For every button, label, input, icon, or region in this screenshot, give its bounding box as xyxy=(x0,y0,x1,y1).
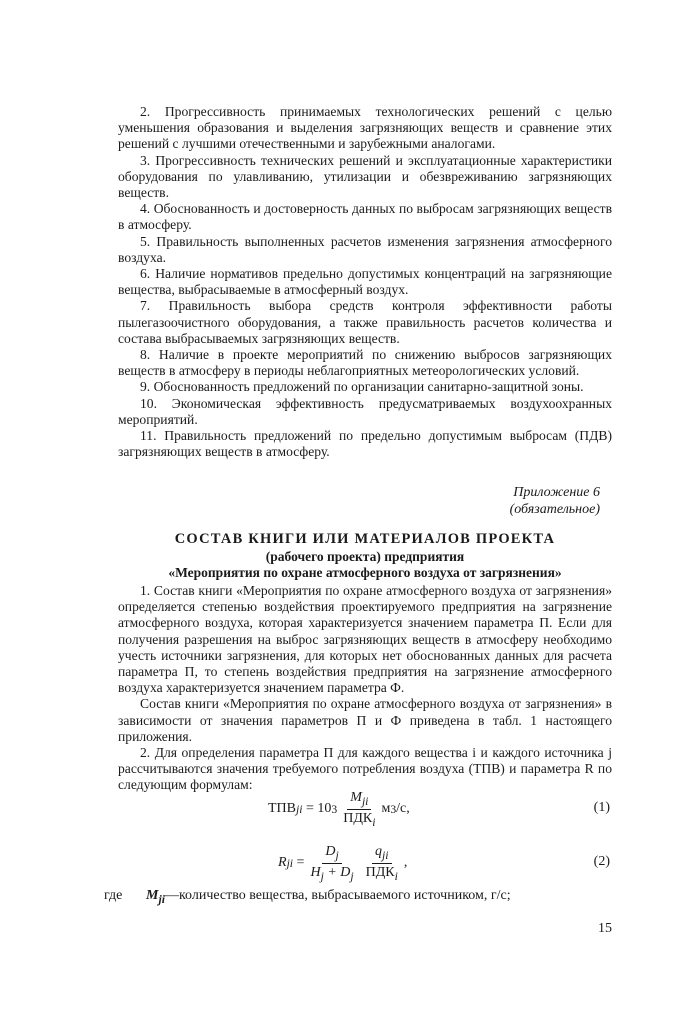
formula-2-expression: R ji = $\frac{D_j}{H_j + D_j}$ $\frac{q_{ji}}{ПДК_i}$ , xyxy=(278,843,408,883)
list-item: 3. Прогрессивность технических решений и эксплуатационные характеристики оборудования по улавливанию, утилизации и обезвреживанию загрязняющих веществ. xyxy=(118,152,612,201)
page-number: 15 xyxy=(598,921,612,936)
criteria-list xyxy=(118,104,612,460)
list-item: 9. Обоснованность предложений по организации санитарно-защитной зоны. xyxy=(140,379,584,395)
paragraph: 2. Для определения параметра П для каждого вещества i и каждого источника j рассчитываются значения требуемого потребления воздуха (ТПВ) и параметра R по следующим формулам: xyxy=(118,745,612,793)
section-name: «Мероприятия по охране атмосферного воздуха от загрязнения» xyxy=(168,565,562,580)
equation-number: (1) xyxy=(593,800,610,815)
body-text xyxy=(118,583,612,794)
list-item: 6. Наличие нормативов предельно допустимых концентраций на загрязняющие вещества, выбрасываемые в атмосферный воздух. xyxy=(118,266,612,298)
section-title: СОСТАВ КНИГИ ИЛИ МАТЕРИАЛОВ ПРОЕКТА xyxy=(174,531,556,547)
list-item: 2. Прогрессивность принимаемых технологических решений с целью уменьшения образования и выделения загрязняющих веществ и сравнение этих решений с лучшими отечественными и зарубежными аналогами. xyxy=(118,104,612,152)
fraction: $\frac{M_{ji}}{ПДК_i}$ xyxy=(343,789,376,829)
appendix-label xyxy=(510,484,600,518)
appendix-number: Приложение 6 xyxy=(513,485,600,500)
fraction: $\frac{q_{ji}}{ПДК_i}$ xyxy=(365,843,398,883)
section-subtitle: (рабочего проекта) предприятия xyxy=(265,549,465,564)
fraction: $\frac{D_j}{H_j + D_j}$ xyxy=(310,843,354,883)
list-item: 8. Наличие в проекте мероприятий по снижению выбросов загрязняющих веществ в атмосферу в периоды неблагоприятных метеорологических условий. xyxy=(118,347,612,379)
list-item: 5. Правильность выполненных расчетов изменения загрязнения атмосферного воздуха. xyxy=(118,233,612,265)
equation-number: (2) xyxy=(593,854,610,869)
formula-1 xyxy=(118,786,612,832)
list-item: 4. Обоснованность и достоверность данных по выбросам загрязняющих веществ в атмосферу. xyxy=(118,201,612,233)
paragraph: 1. Состав книги «Мероприятия по охране атмосферного воздуха от загрязнения» определяется степенью воздействия проектируемого предприятия на загрязнение атмосферного воздуха, которая характеризуется значением параметра П. Если для получения разрешения на выброс загрязняющих веществ в атмосферу необходимо учесть источники загрязнения, для которых нет обоснованных данных для расчета параметра П, то степень воздействия предприятия на загрязнение атмосферного воздуха характеризуется значением параметра Ф. xyxy=(118,583,612,696)
variable-definition: где $M_{ji}—количество$ вещества, выбрасываемого источником, г/с; xyxy=(104,888,511,906)
formula-1-expression: ТПВ ji = 10 3 $\frac{M_{ji}}{ПДК_i}$ м 3 /с, xyxy=(268,789,410,829)
list-item: 7. Правильность выбора средств контроля эффективности работы пылегазоочистного оборудования, а также правильность расчетов количества и состава выбрасываемых загрязняющих веществ. xyxy=(118,298,612,346)
list-item: 10. Экономическая эффективность предусматриваемых воздухоохранных мероприятий. xyxy=(118,395,612,427)
formula-2 xyxy=(118,840,612,886)
appendix-status: (обязательное) xyxy=(509,502,600,517)
list-item: 11. Правильность предложений по предельно допустимым выбросам (ПДВ) загрязняющих веществ в атмосферу. xyxy=(118,428,612,460)
paragraph: Состав книги «Мероприятия по охране атмосферного воздуха от загрязнения» в зависимости от значения параметров П и Ф приведена в табл. 1 настоящего приложения. xyxy=(118,696,612,744)
